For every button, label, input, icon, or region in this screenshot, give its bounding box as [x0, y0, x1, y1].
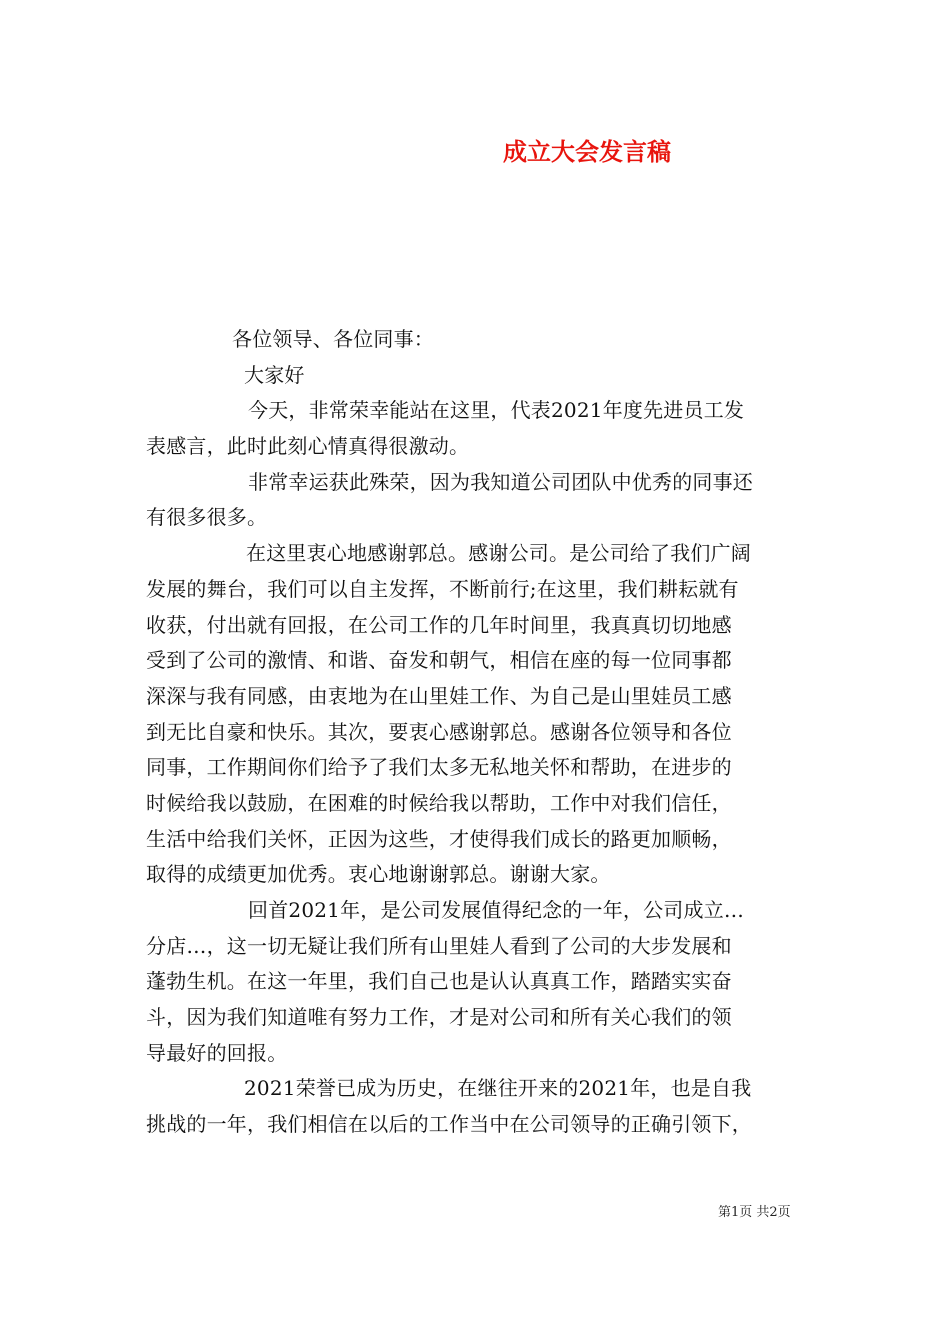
- paragraph-4-line-5: 导最好的回报。: [146, 1040, 288, 1065]
- paragraph-5-line-1: 2021荣誉已成为历史，在继往开来的2021年，也是自我: [244, 1076, 752, 1101]
- salutation-line: 各位领导、各位同事：: [232, 327, 434, 351]
- paragraph-3-line-2: 发展的舞台，我们可以自主发挥，不断前行;在这里，我们耕耘就有: [146, 576, 739, 601]
- document-title: 成立大会发言稿: [503, 137, 671, 166]
- paragraph-4-line-1: 回首2021年，是公司发展值得纪念的一年，公司成立…: [248, 898, 745, 922]
- greeting-line: 大家好: [244, 362, 305, 387]
- paragraph-3-line-6: 到无比自豪和快乐。其次，要衷心感谢郭总。感谢各位领导和各位: [146, 719, 732, 744]
- paragraph-2-line-1: 非常幸运获此殊荣，因为我知道公司团队中优秀的同事还: [248, 469, 753, 494]
- paragraph-3-line-9: 生活中给我们关怀，正因为这些，才使得我们成长的路更加顺畅，: [146, 826, 732, 851]
- document-body: [146, 322, 810, 1143]
- paragraph-4-line-3: 蓬勃生机。在这一年里，我们自己也是认认真真工作，踏踏实实奋: [146, 969, 732, 994]
- paragraph-4-line-4: 斗，因为我们知道唯有努力工作，才是对公司和所有关心我们的领: [146, 1005, 732, 1030]
- paragraph-3-line-5: 深深与我有同感，由衷地为在山里娃工作、为自己是山里娃员工感: [146, 683, 732, 708]
- paragraph-1-line-1: 今天，非常荣幸能站在这里，代表2021年度先进员工发: [248, 398, 745, 423]
- paragraph-3-line-1: 在这里衷心地感谢郭总。感谢公司。是公司给了我们广阔: [246, 541, 751, 566]
- paragraph-5-line-2: 挑战的一年，我们相信在以后的工作当中在公司领导的正确引领下，: [146, 1112, 752, 1137]
- paragraph-3-line-4: 受到了公司的激情、和谐、奋发和朝气，相信在座的每一位同事都: [146, 648, 732, 673]
- paragraph-3-line-8: 时候给我以鼓励，在困难的时候给我以帮助，工作中对我们信任，: [146, 790, 732, 815]
- paragraph-3-line-7: 同事，工作期间你们给予了我们太多无私地关怀和帮助，在进步的: [146, 755, 732, 780]
- paragraph-4-line-2: 分店…，这一切无疑让我们所有山里娃人看到了公司的大步发展和: [146, 933, 732, 958]
- page-number-footer: 第1页 共2页: [718, 1205, 791, 1220]
- paragraph-2-line-2: 有很多很多。: [146, 505, 268, 530]
- paragraph-3-line-10: 取得的成绩更加优秀。衷心地谢谢郭总。谢谢大家。: [146, 862, 611, 887]
- paragraph-3-line-3: 收获，付出就有回报，在公司工作的几年时间里，我真真切切地感: [146, 612, 732, 637]
- paragraph-1-line-2: 表感言，此时此刻心情真得很激动。: [146, 434, 470, 459]
